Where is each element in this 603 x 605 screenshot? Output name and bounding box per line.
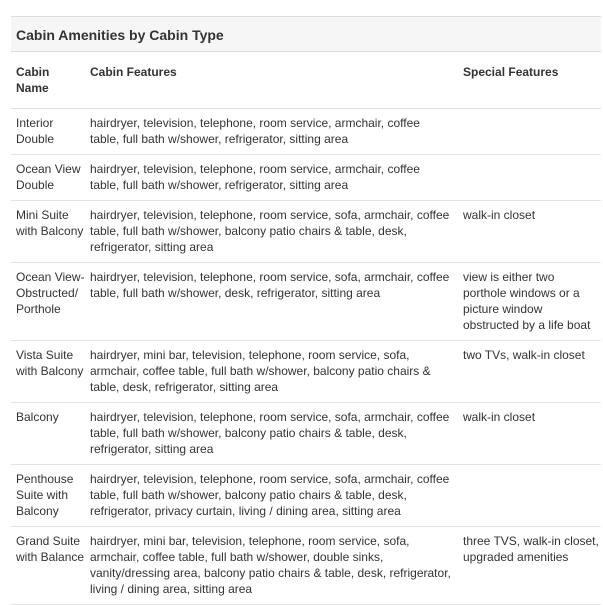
cabin-name-cell: Mini Suite with Balcony bbox=[11, 201, 85, 263]
special-features-cell: walk-in closet bbox=[458, 201, 601, 263]
cabin-features-cell: hairdryer, television, telephone, room service, sofa, armchair, coffee table, full bath w/shower, desk, refrigerator, sitting area bbox=[85, 263, 458, 341]
special-features-cell bbox=[458, 465, 601, 527]
cabin-name-cell: Balcony bbox=[11, 403, 85, 465]
cabin-name-cell: Ocean View-Obstructed/ Porthole bbox=[11, 263, 85, 341]
table-row bbox=[11, 109, 601, 155]
table-body bbox=[11, 109, 601, 605]
cabin-name-cell: Penthouse Suite with Balcony bbox=[11, 465, 85, 527]
header-cabin-name: Cabin Name bbox=[11, 52, 85, 109]
cabin-features-cell: hairdryer, television, telephone, room service, sofa, armchair, coffee table, full bath w/shower, balcony patio chairs & table, desk, refrigerator, sitting area bbox=[85, 201, 458, 263]
cabin-name-cell: Grand Suite with Balance bbox=[11, 527, 85, 605]
header-row bbox=[11, 52, 601, 109]
cabin-features-cell: hairdryer, television, telephone, room service, sofa, armchair, coffee table, full bath w/shower, balcony patio chairs & table, desk, refrigerator, privacy curtain, living / dining area, sitting area bbox=[85, 465, 458, 527]
cabin-name-cell: Interior Double bbox=[11, 109, 85, 155]
special-features-cell bbox=[458, 155, 601, 201]
header-cabin-features: Cabin Features bbox=[85, 52, 458, 109]
table-row bbox=[11, 465, 601, 527]
table-row bbox=[11, 201, 601, 263]
table-row bbox=[11, 263, 601, 341]
header-special-features: Special Features bbox=[458, 52, 601, 109]
special-features-cell: view is either two porthole windows or a picture window obstructed by a life boat bbox=[458, 263, 601, 341]
table-title: Cabin Amenities by Cabin Type bbox=[11, 16, 601, 52]
cabin-features-cell: hairdryer, television, telephone, room service, armchair, coffee table, full bath w/shower, refrigerator, sitting area bbox=[85, 155, 458, 201]
special-features-cell bbox=[458, 109, 601, 155]
special-features-cell: three TVS, walk-in closet, upgraded amenities bbox=[458, 527, 601, 605]
table-row bbox=[11, 527, 601, 605]
special-features-cell: walk-in closet bbox=[458, 403, 601, 465]
cabin-amenities-table-container bbox=[11, 16, 601, 605]
table-header bbox=[11, 52, 601, 109]
cabin-name-cell: Ocean View Double bbox=[11, 155, 85, 201]
cabin-features-cell: hairdryer, television, telephone, room service, armchair, coffee table, full bath w/shower, refrigerator, sitting area bbox=[85, 109, 458, 155]
table-row bbox=[11, 403, 601, 465]
cabin-features-cell: hairdryer, television, telephone, room service, sofa, armchair, coffee table, full bath w/shower, balcony patio chairs & table, desk, refrigerator, sitting area bbox=[85, 403, 458, 465]
cabin-name-cell: Vista Suite with Balcony bbox=[11, 341, 85, 403]
special-features-cell: two TVs, walk-in closet bbox=[458, 341, 601, 403]
cabin-amenities-table bbox=[11, 52, 601, 605]
table-row bbox=[11, 155, 601, 201]
table-row bbox=[11, 341, 601, 403]
cabin-features-cell: hairdryer, mini bar, television, telephone, room service, sofa, armchair, coffee table, full bath w/shower, double sinks, vanity/dressing area, balcony patio chairs & table, desk, refrigerator, living / dining area, sitting area bbox=[85, 527, 458, 605]
cabin-features-cell: hairdryer, mini bar, television, telephone, room service, sofa, armchair, coffee table, full bath w/shower, balcony patio chairs & table, desk, refrigerator, sitting area bbox=[85, 341, 458, 403]
